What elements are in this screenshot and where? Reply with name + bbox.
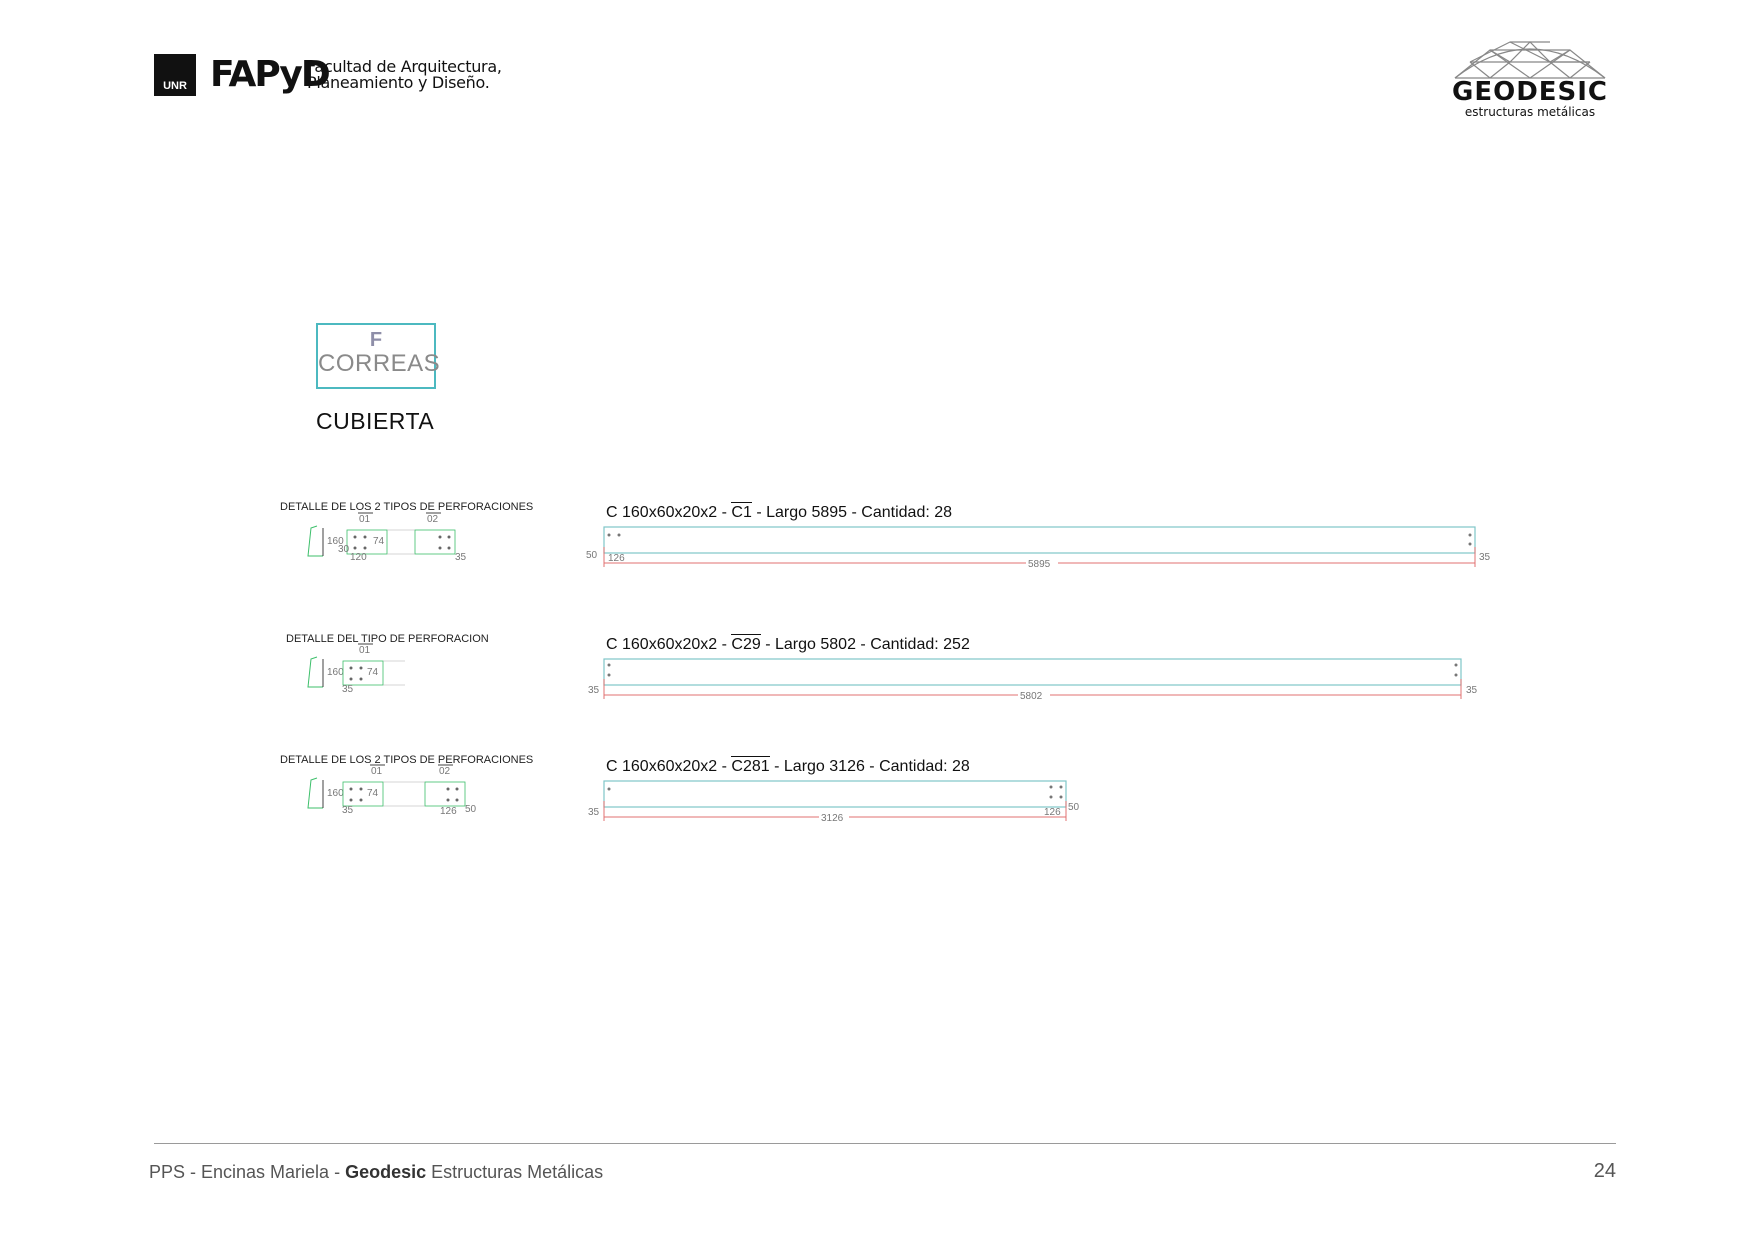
- detail-dim: 126: [440, 806, 457, 814]
- beam-profile: C 160x60x20x2 -: [606, 504, 727, 521]
- beam-dim-hole: 126: [1044, 807, 1061, 818]
- beam-length-dim: 5895: [1028, 559, 1051, 570]
- detail-label: DETALLE DE LOS 2 TIPOS DE PERFORACIONES: [280, 754, 534, 766]
- detail-tag: 01: [359, 645, 371, 656]
- beam-dim-hole: 126: [608, 553, 625, 564]
- section-subtitle: CUBIERTA: [316, 408, 435, 434]
- detail-label: DETALLE DEL TIPO DE PERFORACION: [286, 633, 489, 645]
- beam-drawing: [586, 525, 1506, 571]
- geodesic-logo-text: GEODESIC: [1451, 77, 1609, 107]
- beam-spec: [606, 504, 952, 522]
- detail-dim: 160: [327, 788, 344, 799]
- beam-code: C1: [731, 504, 752, 521]
- faculty-line-1: Facultad de Arquitectura,: [307, 57, 502, 76]
- detail-dim: 35: [342, 805, 354, 814]
- fapyd-logo: FAPyD: [210, 54, 329, 95]
- beam-profile: C 160x60x20x2 -: [606, 758, 727, 775]
- unr-logo: [154, 54, 196, 96]
- footer-company-rest: Estructuras Metálicas: [426, 1162, 604, 1182]
- detail-tag: 01: [359, 514, 371, 525]
- beam-dim-left: 35: [588, 807, 600, 818]
- footer-divider: [154, 1143, 1616, 1144]
- footer-credit: [149, 1162, 603, 1183]
- detail-dim: 160: [327, 536, 344, 547]
- section-box: [316, 323, 441, 389]
- beam-code: C29: [731, 636, 761, 653]
- unr-logo-text: UNR: [163, 80, 187, 92]
- beam-dim-left: 50: [586, 550, 598, 561]
- detail-dim: 35: [455, 552, 467, 562]
- beam-quantity: Cantidad: 28: [879, 758, 970, 775]
- detail-dim: 50: [465, 804, 477, 814]
- detail-tag: 02: [427, 514, 439, 525]
- footer-author: PPS - Encinas Mariela -: [149, 1162, 346, 1182]
- page-number: 24: [1593, 1160, 1616, 1182]
- beam-length-dim: 3126: [821, 813, 844, 824]
- detail-tag: 02: [439, 766, 451, 777]
- beam-length: - Largo 5802 -: [765, 636, 866, 653]
- section-title: CORREAS: [318, 350, 441, 377]
- perforation-detail-drawing: [305, 512, 485, 562]
- footer-company: Geodesic: [345, 1162, 427, 1182]
- detail-dim: 120: [350, 552, 367, 562]
- beam-dim-right: 35: [1466, 685, 1478, 696]
- beam-spec: [606, 636, 970, 654]
- beam-profile: C 160x60x20x2 -: [606, 636, 727, 653]
- beam-quantity: Cantidad: 28: [861, 504, 953, 521]
- faculty-name: [307, 59, 502, 91]
- faculty-line-2: Planeamiento y Diseño.: [307, 73, 490, 92]
- geodesic-logo-subtitle: estructuras metálicas: [1464, 105, 1596, 119]
- beam-dim-right: 50: [1068, 802, 1080, 813]
- beam-spec: [606, 758, 970, 776]
- detail-dim: 74: [373, 536, 385, 547]
- detail-dim: 35: [342, 684, 354, 693]
- detail-dim: 74: [367, 667, 379, 678]
- beam-dim-right: 35: [1479, 552, 1491, 563]
- detail-tag: 01: [371, 766, 383, 777]
- beam-length: - Largo 5895 -: [756, 504, 857, 521]
- section-letter: F: [369, 329, 383, 351]
- detail-dim: 160: [327, 667, 344, 678]
- detail-dim: 74: [367, 788, 379, 799]
- beam-length-dim: 5802: [1020, 691, 1043, 702]
- beam-dim-left: 35: [588, 685, 600, 696]
- beam-length: - Largo 3126 -: [774, 758, 875, 775]
- perforation-detail-drawing: [305, 764, 485, 814]
- beam-quantity: Cantidad: 252: [870, 636, 970, 653]
- beam-code: C281: [731, 758, 770, 775]
- beam-drawing: [586, 657, 1506, 703]
- detail-label: DETALLE DE LOS 2 TIPOS DE PERFORACIONES: [280, 501, 534, 513]
- beam-drawing: [586, 779, 1506, 825]
- perforation-detail-drawing: [305, 643, 485, 693]
- detail-dim: 30: [338, 544, 350, 555]
